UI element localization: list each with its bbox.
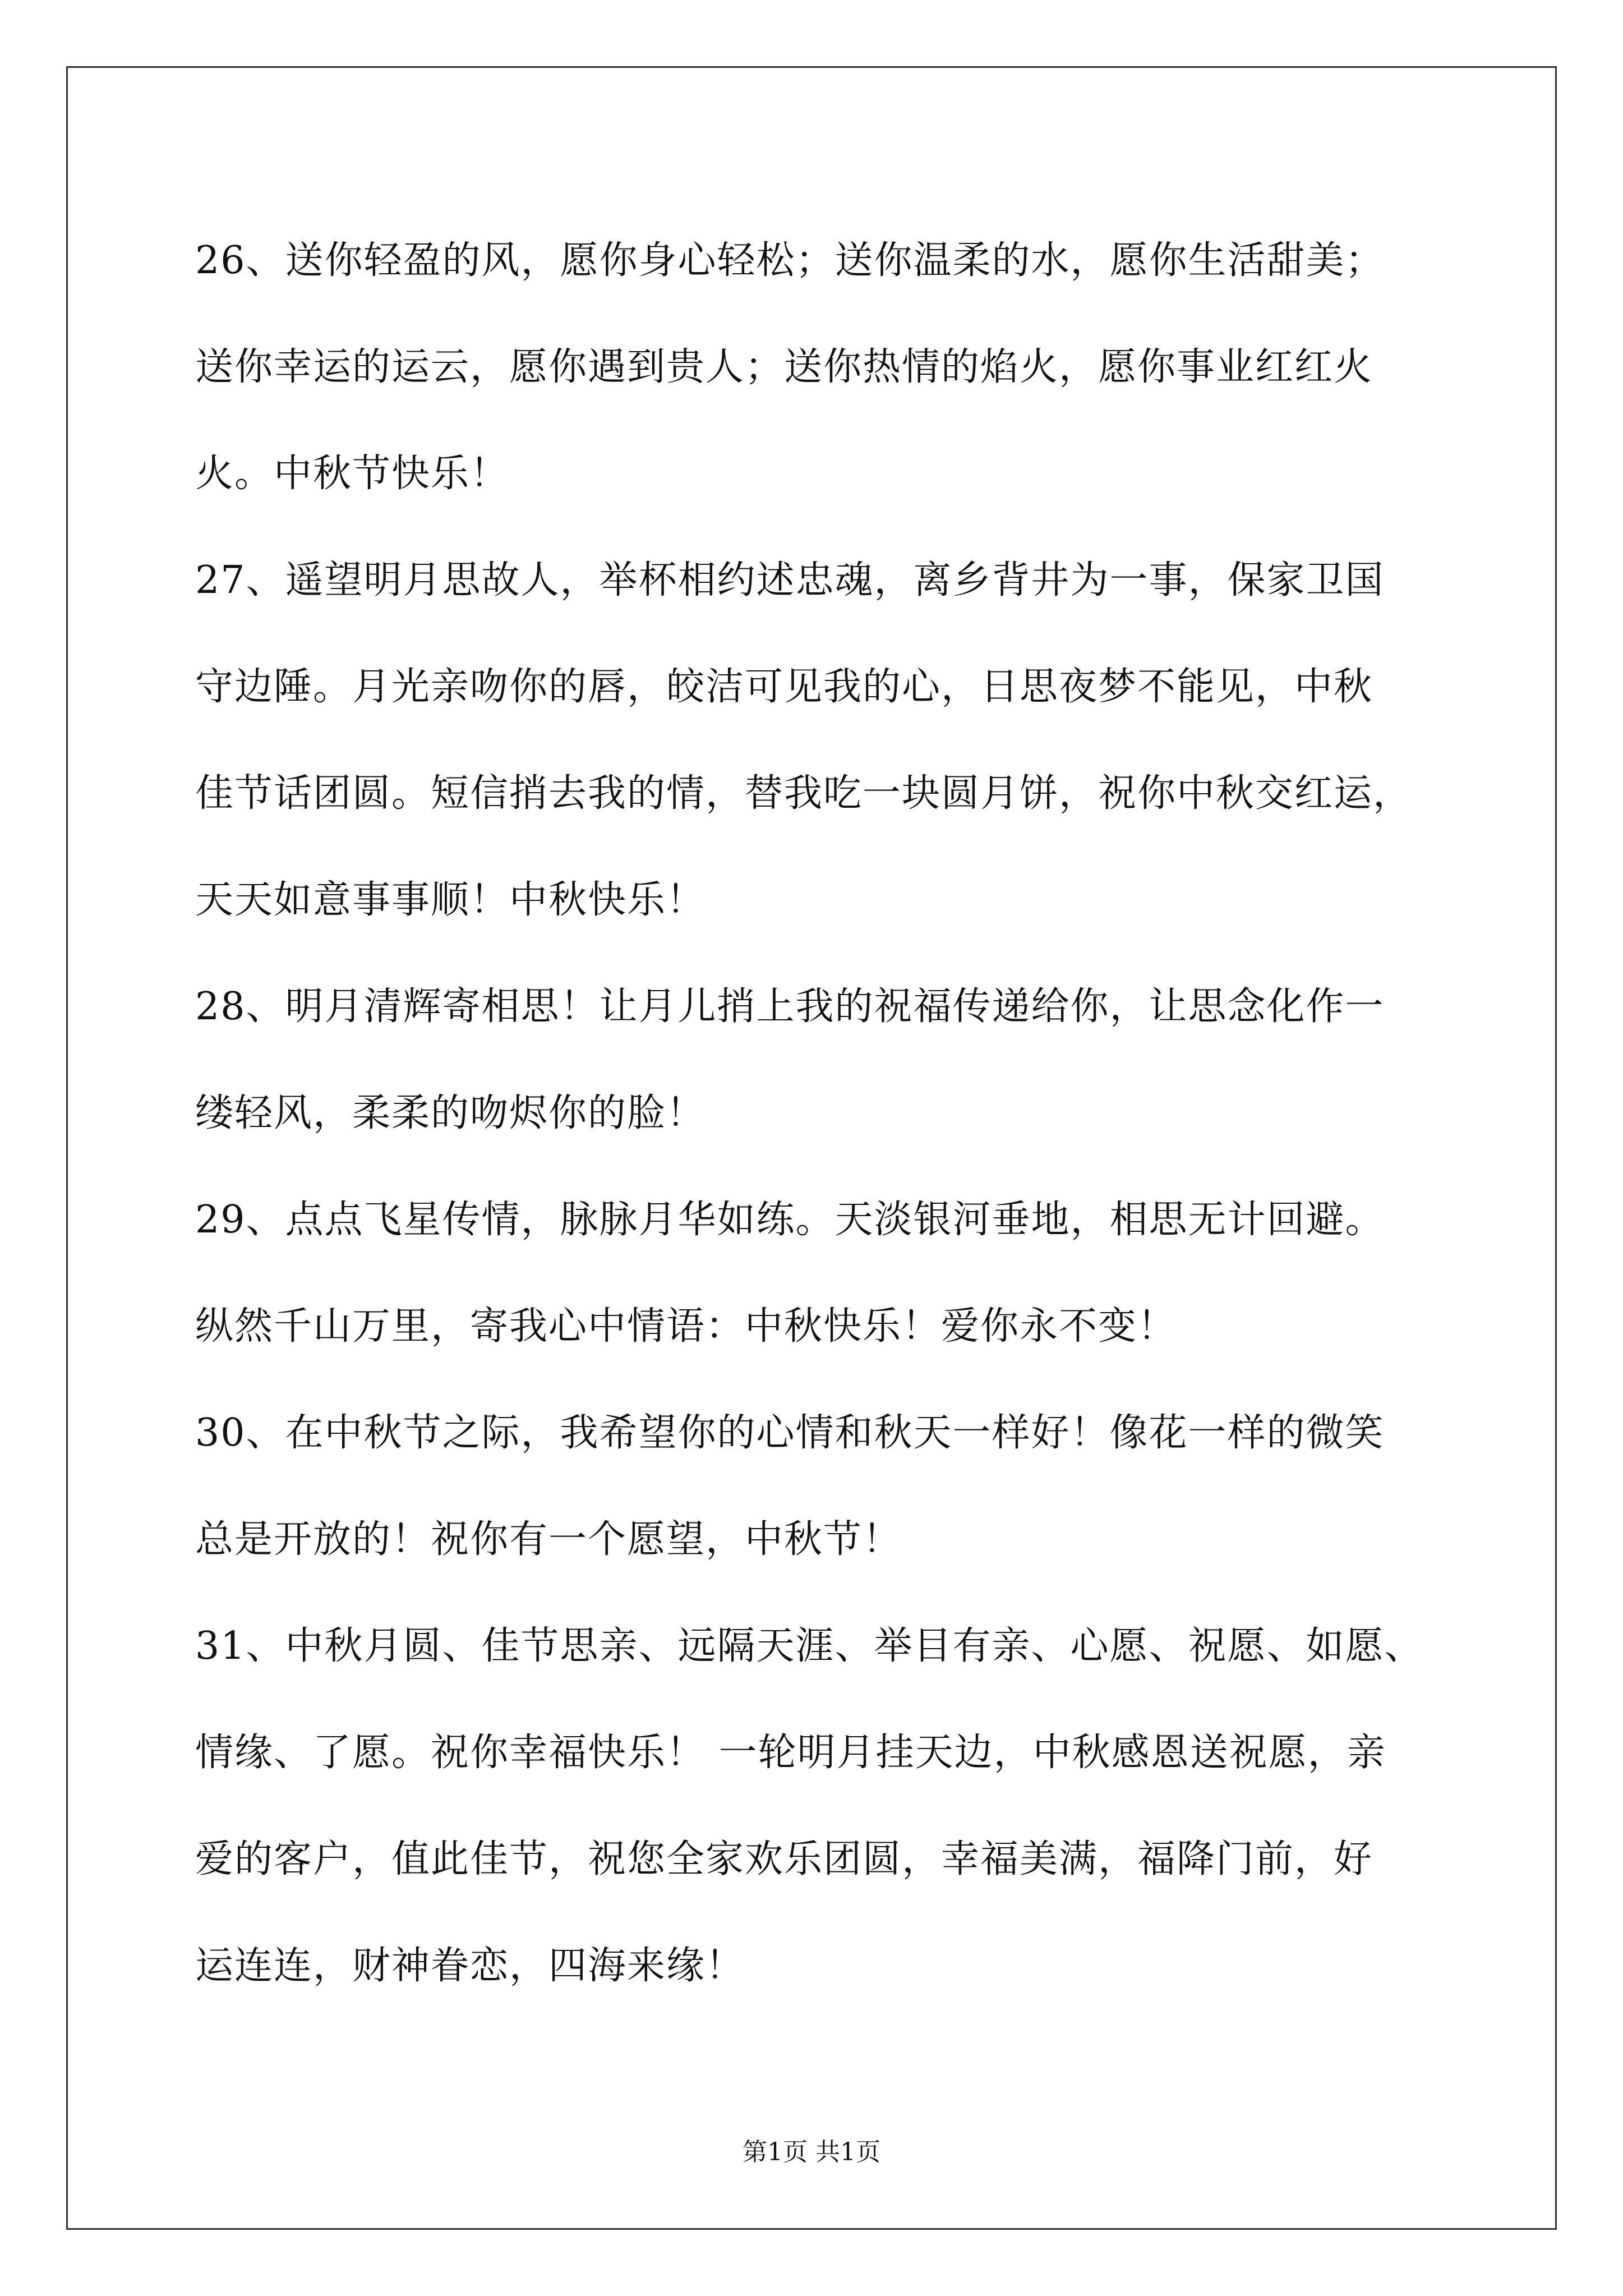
text-line: 缕轻风，柔柔的吻烬你的脸！ bbox=[195, 1091, 706, 1135]
text-line: 佳节话团圆。短信捎去我的情，替我吃一块圆月饼，祝你中秋交红运， bbox=[195, 771, 1413, 816]
text-line: 28、明月清辉寄相思！让月儿捎上我的祝福传递给你，让思念化作一 bbox=[195, 984, 1385, 1029]
text-line: 31、中秋月圆、佳节思亲、远隔天涯、举目有亲、心愿、祝愿、如愿、 bbox=[195, 1624, 1424, 1668]
text-line: 总是开放的！祝你有一个愿望，中秋节！ bbox=[195, 1517, 902, 1562]
text-line: 情缘、了愿。祝你幸福快乐！ 一轮明月挂天边，中秋感恩送祝愿，亲 bbox=[195, 1731, 1386, 1775]
text-line: 守边陲。月光亲吻你的唇，皎洁可见我的心，日思夜梦不能见，中秋 bbox=[195, 665, 1373, 709]
text-line: 送你幸运的运云，愿你遇到贵人；送你热情的焰火，愿你事业红红火 bbox=[195, 345, 1373, 389]
text-line: 27、遥望明月思故人，举杯相约述忠魂，离乡背井为一事，保家卫国 bbox=[195, 558, 1385, 602]
text-line: 天天如意事事顺！中秋快乐！ bbox=[195, 878, 706, 922]
text-line: 29、点点飞星传情，脉脉月华如练。天淡银河垂地，相思无计回避。 bbox=[195, 1198, 1385, 1242]
text-line: 爱的客户，值此佳节，祝您全家欢乐团圆，幸福美满，福降门前，好 bbox=[195, 1837, 1373, 1881]
text-line: 纵然千山万里，寄我心中情语：中秋快乐！爱你永不变！ bbox=[195, 1304, 1177, 1349]
document-body bbox=[195, 208, 1451, 2019]
text-line: 26、送你轻盈的风，愿你身心轻松；送你温柔的水，愿你生活甜美； bbox=[195, 238, 1385, 283]
page-number-footer: 第1页 共1页 bbox=[743, 2138, 880, 2166]
text-line: 30、在中秋节之际，我希望你的心情和秋天一样好！像花一样的微笑 bbox=[195, 1411, 1385, 1455]
text-line: 运连连，财神眷恋，四海来缘！ bbox=[195, 1944, 745, 1988]
text-line: 火。中秋节快乐！ bbox=[195, 452, 510, 496]
